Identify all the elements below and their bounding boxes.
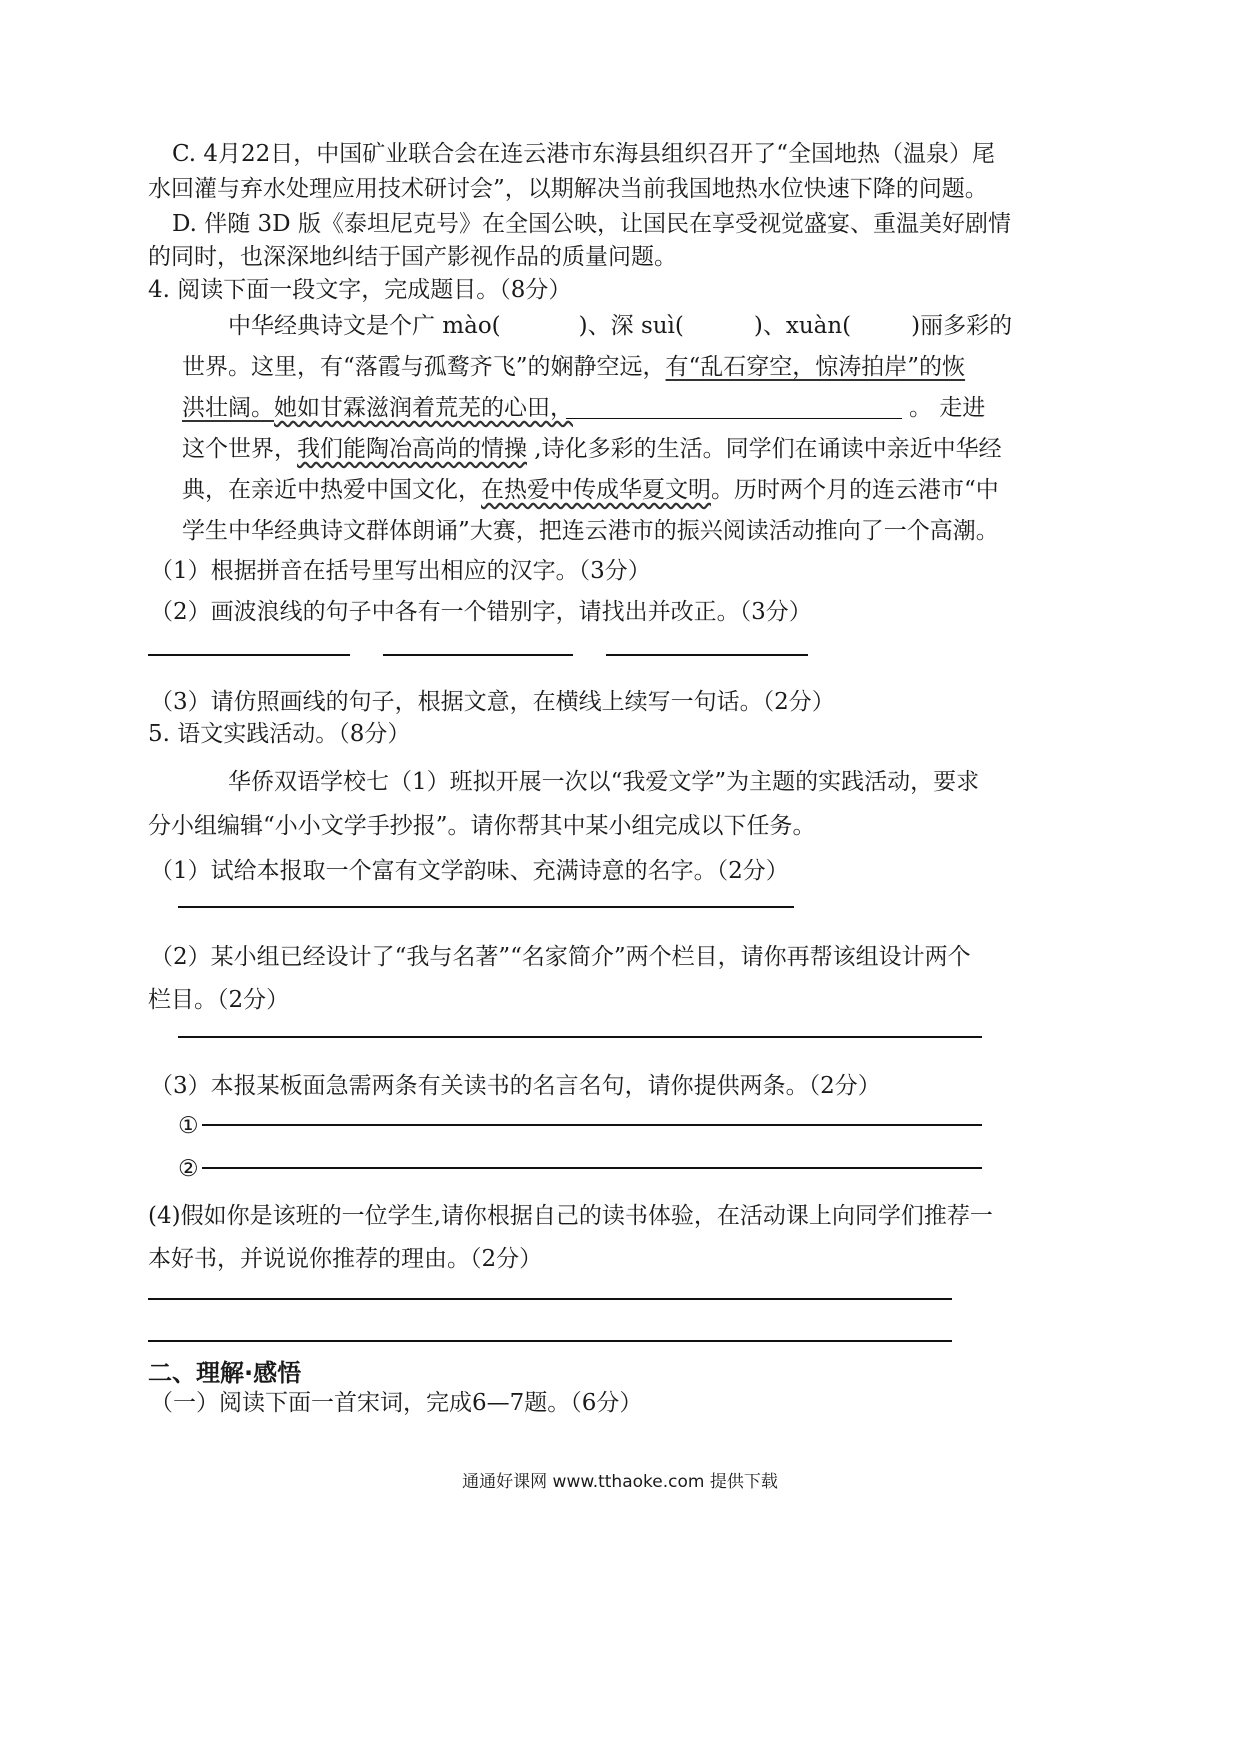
q4-wavy-sentence-2: 我们能陶冶高尚的情操 [297,436,527,462]
q5-sub-question-2-line-2: 栏目。（2分） [148,987,290,1013]
q5-name-answer-line[interactable] [178,906,794,908]
q4-answer-line-2[interactable] [383,654,573,656]
q5-quote-answer-line-2[interactable] [202,1167,982,1169]
option-d-line-2: 的同时，也深深地纠结于国产影视作品的质量问题。 [148,244,677,270]
q5-sub-question-2-line-1: （2）某小组已经设计了“我与名著”“名家简介”两个栏目，请你再帮该组设计两个 [150,944,971,970]
q5-columns-answer-line[interactable] [178,1036,982,1038]
q4-wavy-sentence-3: 在热爱中传成华夏文明 [481,477,711,503]
q5-sub-question-4-line-2: 本好书，并说说你推荐的理由。（2分） [148,1246,543,1272]
q5-sub-question-1: （1）试给本报取一个富有文学韵味、充满诗意的名字。（2分） [150,858,789,884]
section-2-sub-1: （一）阅读下面一首宋词，完成6—7题。（6分） [150,1390,643,1416]
q4-text-segment: 。历时两个月的连云港市“中 [711,477,999,503]
q4-text-segment: 典，在亲近中热爱中国文化， [182,477,481,503]
q5-quote-marker-1: ① [178,1113,199,1139]
q5-quote-answer-line-1[interactable] [202,1124,982,1126]
question-4-title: 4. 阅读下面一段文字，完成题目。（8分） [148,277,572,303]
q4-answer-line-3[interactable] [606,654,808,656]
section-2-heading: 二、理解·感悟 [148,1359,302,1387]
q4-sub-question-2: （2）画波浪线的句子中各有一个错别字，请找出并改正。（3分） [150,599,812,625]
q5-intro-line-1: 华侨双语学校七（1）班拟开展一次以“我爱文学”为主题的实践活动，要求 [228,769,980,795]
q4-text-segment: 这个世界， [182,436,297,462]
q4-passage-line-2 [182,352,965,382]
option-c-line-2: 水回灌与弃水处理应用技术研讨会”，以期解决当前我国地热水位快速下降的问题。 [148,176,988,202]
q4-underlined-sentence-end: 洪壮阔。 [182,395,274,421]
page-footer: 通通好课网 www.tthaoke.com 提供下载 [462,1472,778,1492]
q5-sub-question-3: （3）本报某板面急需两条有关读书的名言名句，请你提供两条。（2分） [150,1073,881,1099]
q4-pinyin-xuan: )、xuàn( [753,313,852,339]
q4-sub-question-3: （3）请仿照画线的句子，根据文意，在横线上续写一句话。（2分） [150,689,835,715]
q4-pinyin-sui: )、深 suì( [578,313,684,339]
q4-passage-tail-1: )丽多彩的 [911,313,1013,339]
q4-text-segment: ,诗化多彩的生活。同学们在诵读中亲近中华经 [527,436,1002,462]
q4-text-segment: 世界。这里，有“落霞与孤鹜齐飞”的娴静空远， [182,354,666,380]
q4-text-segment: 。 走进 [909,395,986,421]
q4-passage-line-6: 学生中华经典诗文群体朗诵”大赛，把连云港市的振兴阅读活动推向了一个高潮。 [182,518,999,544]
option-c-line-1: C. 4月22日，中国矿业联合会在连云港市东海县组织召开了“全国地热（温泉）尾 [172,141,996,167]
q4-underlined-sentence: 有“乱石穿空，惊涛拍岸”的恢 [665,354,966,380]
question-5-title: 5. 语文实践活动。（8分） [148,721,411,747]
q5-recommend-answer-line-1[interactable] [148,1298,952,1300]
q4-passage-line-1 [228,311,1012,341]
q4-continuation-answer-line[interactable] [566,418,902,419]
option-d-line-1: D. 伴随 3D 版《泰坦尼克号》在全国公映，让国民在享受视觉盛宴、重温美好剧情 [172,211,1011,237]
q4-sub-question-1: （1）根据拼音在括号里写出相应的汉字。（3分） [150,558,651,584]
q4-wavy-sentence-1: 她如甘霖滋润着荒芜的心田， [274,395,573,421]
q4-passage-line-4 [182,434,1002,464]
q5-quote-marker-2: ② [178,1156,199,1182]
q4-answer-line-1[interactable] [148,654,350,656]
q5-recommend-answer-line-2[interactable] [148,1340,952,1342]
q4-passage-line-5 [182,475,999,505]
q4-pinyin-mao: 中华经典诗文是个广 mào( [228,313,501,339]
q5-sub-question-4-line-1: (4)假如你是该班的一位学生,请你根据自己的读书体验，在活动课上向同学们推荐一 [148,1203,993,1229]
q5-intro-line-2: 分小组编辑“小小文学手抄报”。请你帮其中某小组完成以下任务。 [148,813,816,839]
